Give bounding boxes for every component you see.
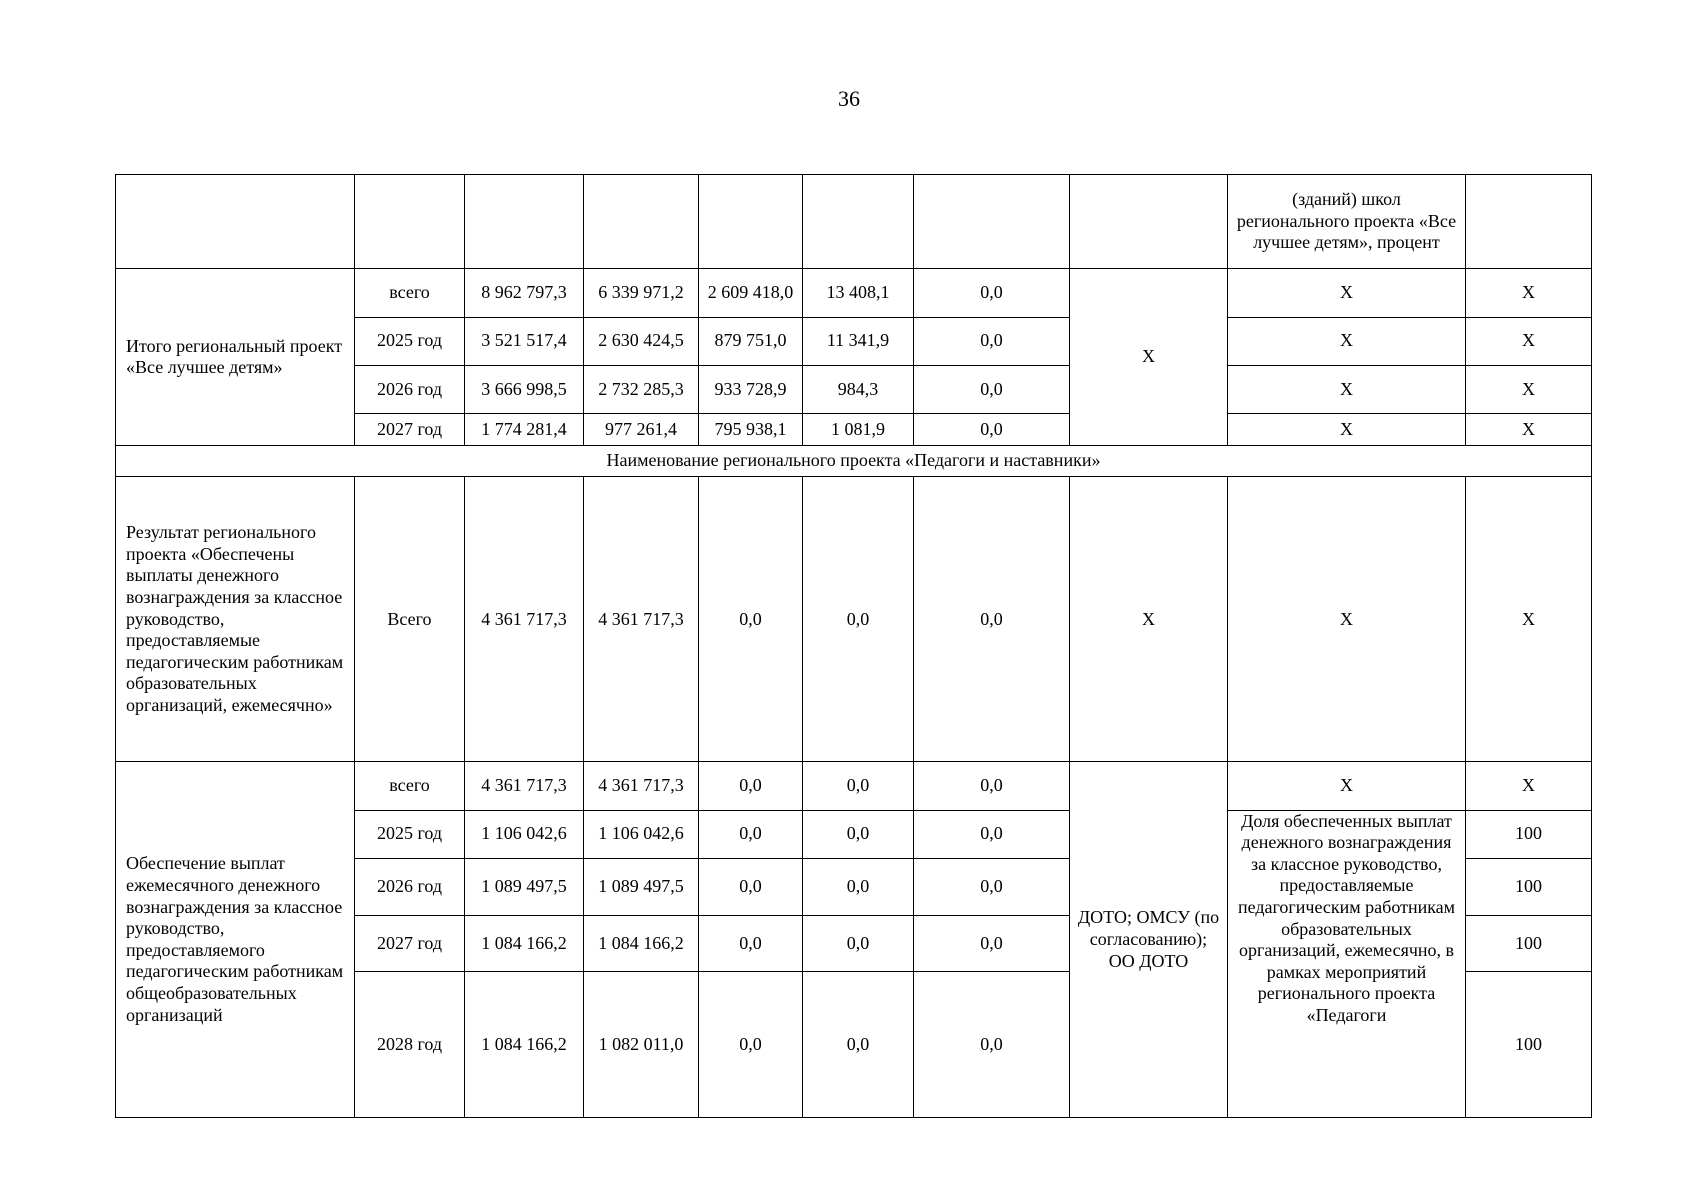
total-cell: 1 106 042,6 xyxy=(465,810,584,858)
other-cell: 0,0 xyxy=(914,269,1070,317)
budget-table xyxy=(115,174,1592,1118)
federal-cell: 4 361 717,3 xyxy=(584,477,699,762)
measure-name-cell: Обеспечение выплат ежемесячного денежного вознаграждения за классное руководство, предоставляемого педагогическим работникам общеобразовательных организаций xyxy=(116,762,355,1118)
year-cell: 2027 год xyxy=(355,916,465,972)
value-cell: 100 xyxy=(1466,916,1592,972)
cell-empty xyxy=(465,175,584,269)
federal-cell: 2 630 424,5 xyxy=(584,317,699,365)
regional-cell: 879 751,0 xyxy=(699,317,803,365)
total-cell: 3 666 998,5 xyxy=(465,365,584,413)
local-cell: 13 408,1 xyxy=(803,269,914,317)
indicator-cell: X xyxy=(1228,269,1466,317)
indicator-cell: (зданий) школ регионального проекта «Все лучшее детям», процент xyxy=(1228,175,1466,269)
other-cell: 0,0 xyxy=(914,414,1070,446)
indicator-cell: X xyxy=(1228,762,1466,810)
value-cell: 100 xyxy=(1466,858,1592,915)
page-number: 36 xyxy=(838,86,860,111)
cell-empty xyxy=(699,175,803,269)
local-cell: 0,0 xyxy=(803,858,914,915)
local-cell: 0,0 xyxy=(803,810,914,858)
value-cell: 100 xyxy=(1466,810,1592,858)
total-cell: 4 361 717,3 xyxy=(465,762,584,810)
total-name-cell: Итого региональный проект «Все лучшее детям» xyxy=(116,269,355,446)
regional-cell: 0,0 xyxy=(699,810,803,858)
cell-empty xyxy=(116,175,355,269)
total-cell: 1 774 281,4 xyxy=(465,414,584,446)
regional-cell: 0,0 xyxy=(699,916,803,972)
regional-cell: 2 609 418,0 xyxy=(699,269,803,317)
result-name-cell: Результат регионального проекта «Обеспечены выплаты денежного вознаграждения за классное руководство, предоставляемые педагогическим работникам образовательных организаций, ежемесячно» xyxy=(116,477,355,762)
year-cell: 2026 год xyxy=(355,365,465,413)
cell-empty xyxy=(914,175,1070,269)
other-cell: 0,0 xyxy=(914,762,1070,810)
year-cell: 2025 год xyxy=(355,317,465,365)
table-row xyxy=(116,762,1592,810)
indicator-cell: X xyxy=(1228,414,1466,446)
local-cell: 0,0 xyxy=(803,477,914,762)
federal-cell: 1 089 497,5 xyxy=(584,858,699,915)
regional-cell: 0,0 xyxy=(699,972,803,1118)
other-cell: 0,0 xyxy=(914,972,1070,1118)
federal-cell: 4 361 717,3 xyxy=(584,762,699,810)
value-cell: X xyxy=(1466,365,1592,413)
year-cell: 2027 год xyxy=(355,414,465,446)
continuation-row xyxy=(116,175,1592,269)
local-cell: 11 341,9 xyxy=(803,317,914,365)
total-cell: 1 084 166,2 xyxy=(465,916,584,972)
total-cell: 4 361 717,3 xyxy=(465,477,584,762)
total-cell: 3 521 517,4 xyxy=(465,317,584,365)
other-cell: 0,0 xyxy=(914,365,1070,413)
regional-cell: 795 938,1 xyxy=(699,414,803,446)
regional-cell: 0,0 xyxy=(699,477,803,762)
local-cell: 1 081,9 xyxy=(803,414,914,446)
other-cell: 0,0 xyxy=(914,916,1070,972)
local-cell: 0,0 xyxy=(803,972,914,1118)
year-cell: всего xyxy=(355,269,465,317)
other-cell: 0,0 xyxy=(914,317,1070,365)
cell-empty xyxy=(803,175,914,269)
total-cell: 1 089 497,5 xyxy=(465,858,584,915)
regional-cell: 0,0 xyxy=(699,858,803,915)
value-cell: X xyxy=(1466,477,1592,762)
regional-cell: 0,0 xyxy=(699,762,803,810)
year-cell: Всего xyxy=(355,477,465,762)
federal-cell: 1 084 166,2 xyxy=(584,916,699,972)
value-cell: X xyxy=(1466,762,1592,810)
section-title: Наименование регионального проекта «Педагоги и наставники» xyxy=(116,446,1592,477)
value-cell: X xyxy=(1466,269,1592,317)
local-cell: 0,0 xyxy=(803,916,914,972)
federal-cell: 6 339 971,2 xyxy=(584,269,699,317)
cell-empty xyxy=(1070,175,1228,269)
indicator-cell: Доля обеспеченных выплат денежного вознаграждения за классное руководство, предоставляемые педагогическим работникам образовательных организаций, ежемесячно, в рамках мероприятий регионального проекта «Педагоги xyxy=(1228,810,1466,1117)
indicator-cell: X xyxy=(1228,317,1466,365)
section-row xyxy=(116,446,1592,477)
local-cell: 984,3 xyxy=(803,365,914,413)
regional-cell: 933 728,9 xyxy=(699,365,803,413)
other-cell: 0,0 xyxy=(914,810,1070,858)
federal-cell: 1 082 011,0 xyxy=(584,972,699,1118)
federal-cell: 977 261,4 xyxy=(584,414,699,446)
other-cell: 0,0 xyxy=(914,477,1070,762)
indicator-cell: X xyxy=(1228,477,1466,762)
executor-cell: X xyxy=(1070,477,1228,762)
year-cell: 2028 год xyxy=(355,972,465,1118)
cell-empty xyxy=(355,175,465,269)
value-cell: X xyxy=(1466,317,1592,365)
year-cell: всего xyxy=(355,762,465,810)
table-row xyxy=(116,269,1592,317)
other-cell: 0,0 xyxy=(914,858,1070,915)
federal-cell: 1 106 042,6 xyxy=(584,810,699,858)
year-cell: 2026 год xyxy=(355,858,465,915)
executor-cell: X xyxy=(1070,269,1228,446)
executor-cell: ДОТО; ОМСУ (по согласованию); ОО ДОТО xyxy=(1070,762,1228,1118)
local-cell: 0,0 xyxy=(803,762,914,810)
value-cell: X xyxy=(1466,414,1592,446)
cell-empty xyxy=(584,175,699,269)
value-cell: 100 xyxy=(1466,972,1592,1118)
indicator-cell: X xyxy=(1228,365,1466,413)
federal-cell: 2 732 285,3 xyxy=(584,365,699,413)
cell-empty xyxy=(1466,175,1592,269)
year-cell: 2025 год xyxy=(355,810,465,858)
total-cell: 1 084 166,2 xyxy=(465,972,584,1118)
table-row xyxy=(116,477,1592,762)
total-cell: 8 962 797,3 xyxy=(465,269,584,317)
